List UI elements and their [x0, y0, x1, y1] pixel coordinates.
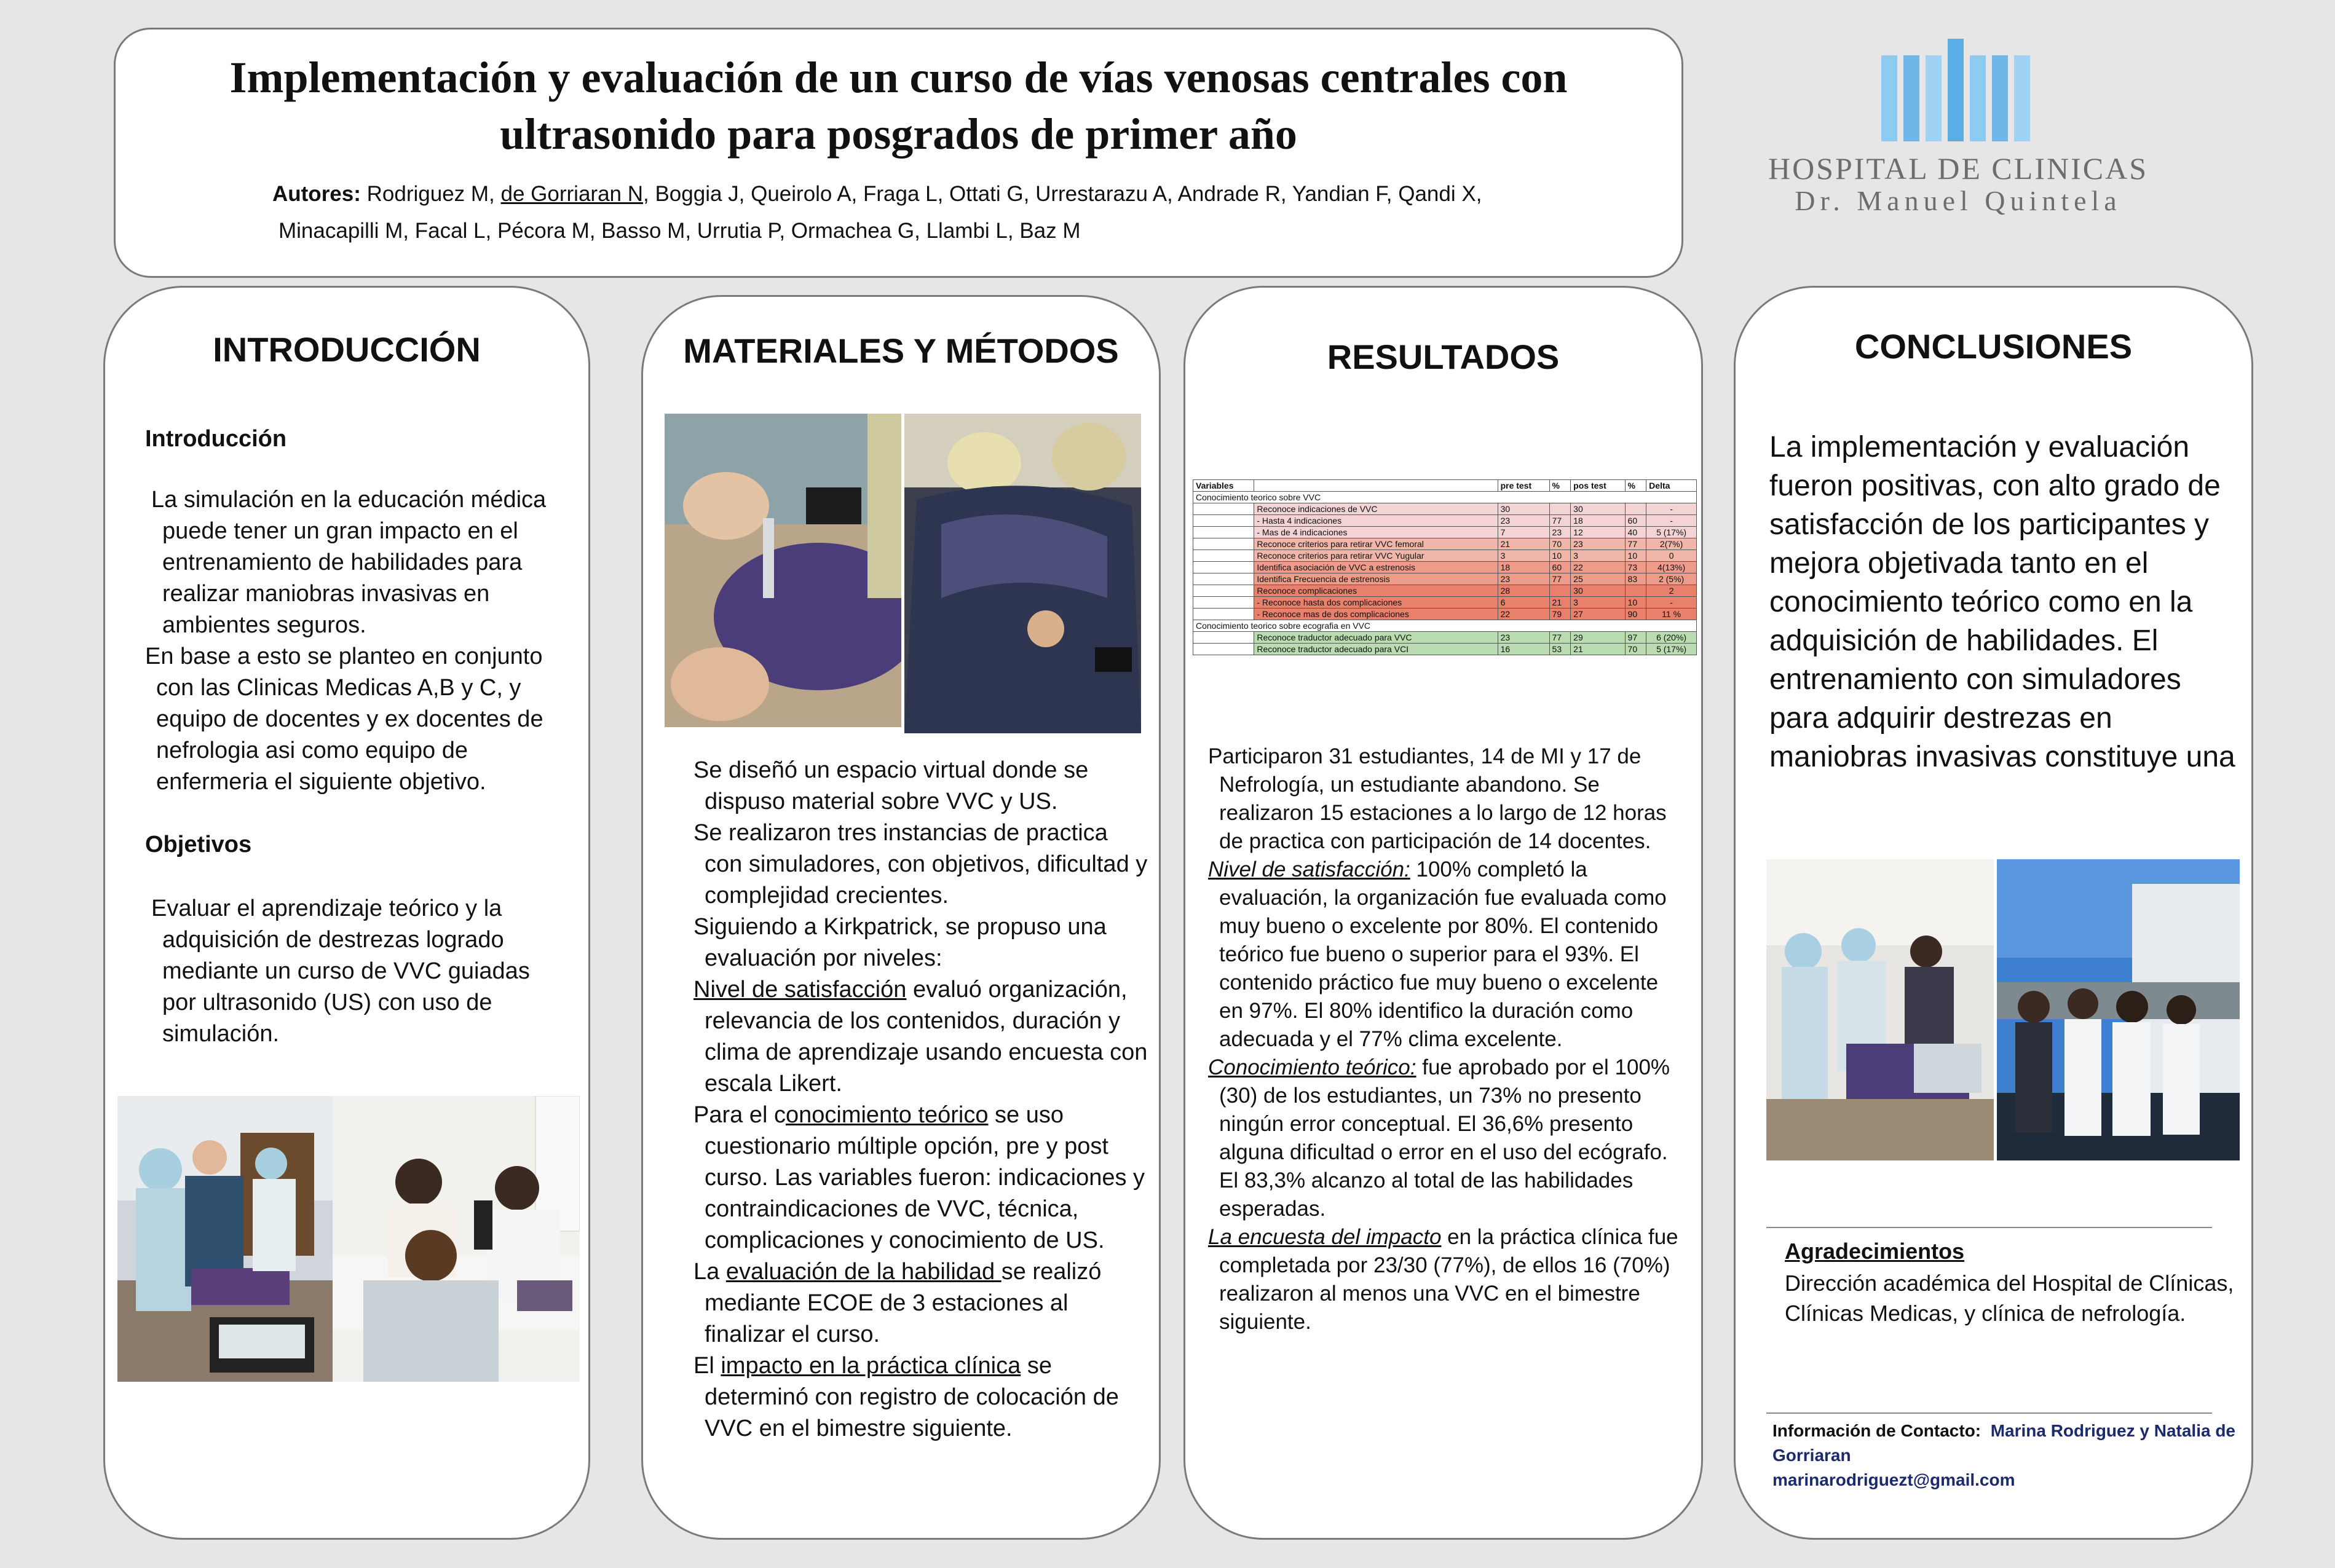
- table-cell-pre: 22: [1498, 609, 1549, 620]
- results-paragraph: [1208, 856, 1688, 1054]
- table-cell-pre-pct: 77: [1549, 573, 1571, 585]
- paragraph-text: en la práctica clínica fue completada por 23/30 (77%), de ellos 16 (70%) realizaron al menos una VVC en el bimestre siguiente.: [1219, 1225, 1678, 1334]
- table-cell-pre: 23: [1498, 573, 1549, 585]
- introduction-subheading: Introducción: [145, 426, 287, 452]
- table-cell-variable: Reconoce complicaciones: [1254, 585, 1498, 597]
- table-cell-delta: 4(13%): [1646, 562, 1697, 573]
- table-cell-variable: Identifica asociación de VVC a estrenosis: [1254, 562, 1498, 573]
- table-cell-post: 21: [1571, 644, 1625, 655]
- table-cell-post-pct: 60: [1625, 515, 1646, 527]
- table-cell-variable: Reconoce indicaciones de VVC: [1254, 503, 1498, 515]
- table-cell-pre: 23: [1498, 632, 1549, 644]
- authors-line-2: Minacapilli M, Facal L, Pécora M, Basso M, Urrutia P, Ormachea G, Llambi L, Baz M: [279, 219, 1081, 243]
- methods-panel: [641, 295, 1161, 1540]
- table-group-label: Conocimiento teorico sobre ecografia en VVC: [1193, 620, 1697, 632]
- results-paragraph: Participaron 31 estudiantes, 14 de MI y 17 de Nefrología, un estudiante abandono. Se realizaron 15 estaciones a lo largo de 12 horas de practica con participación de 14 docentes.: [1208, 744, 1667, 853]
- methods-paragraph: Se diseñó un espacio virtual donde se dispuso material sobre VVC y US.: [693, 757, 1089, 814]
- table-cell-post: 25: [1571, 573, 1625, 585]
- table-cell: [1193, 550, 1254, 562]
- objectives-text: [151, 893, 569, 1050]
- table-cell-post-pct: 10: [1625, 550, 1646, 562]
- methods-paragraph: [693, 1350, 1152, 1444]
- paragraph-text: se realizó mediante ECOE de 3 estaciones al finalizar el curso.: [705, 1259, 1102, 1347]
- table-cell-delta: 0: [1646, 550, 1697, 562]
- table-cell-post-pct: 90: [1625, 609, 1646, 620]
- table-cell-variable: Identifica Frecuencia de estrenosis: [1254, 573, 1498, 585]
- table-cell-variable: - Reconoce hasta dos complicaciones: [1254, 597, 1498, 609]
- objectives-subheading: Objetivos: [145, 832, 252, 857]
- poster-title: [140, 49, 1657, 162]
- results-heading: RESULTADOS: [1327, 337, 1560, 376]
- table-cell-pre: 23: [1498, 515, 1549, 527]
- table-row: [1193, 538, 1697, 550]
- table-row: [1193, 585, 1697, 597]
- results-text: [1208, 743, 1688, 1336]
- table-cell: [1193, 632, 1254, 644]
- acknowledgements-title: Agradecimientos: [1785, 1239, 1965, 1264]
- table-cell: [1193, 644, 1254, 655]
- table-cell-delta: 5 (17%): [1646, 527, 1697, 538]
- table-cell: [1193, 527, 1254, 538]
- table-cell-pre-pct: 10: [1549, 550, 1571, 562]
- table-cell-pre: 6: [1498, 597, 1549, 609]
- table-cell-post-pct: 10: [1625, 597, 1646, 609]
- table-cell-post-pct: 73: [1625, 562, 1646, 573]
- table-cell-post: 12: [1571, 527, 1625, 538]
- table-cell-post-pct: 83: [1625, 573, 1646, 585]
- methods-paragraph: [693, 1256, 1152, 1350]
- introduction-heading: INTRODUCCIÓN: [213, 330, 481, 369]
- divider: [1766, 1227, 2212, 1228]
- table-cell-pre-pct: [1549, 585, 1571, 597]
- table-cell-pre-pct: [1549, 503, 1571, 515]
- table-cell: [1193, 597, 1254, 609]
- table-cell-pre: 16: [1498, 644, 1549, 655]
- impact-label: La encuesta del impacto: [1208, 1225, 1442, 1249]
- table-cell-pre-pct: 77: [1549, 632, 1571, 644]
- table-cell: [1193, 538, 1254, 550]
- table-cell-pre-pct: 60: [1549, 562, 1571, 573]
- table-cell-delta: -: [1646, 597, 1697, 609]
- results-table: [1193, 479, 1697, 655]
- table-cell-variable: - Hasta 4 indicaciones: [1254, 515, 1498, 527]
- table-cell: [1193, 609, 1254, 620]
- table-cell-pre-pct: 77: [1549, 515, 1571, 527]
- columns-icon: [1758, 34, 2158, 151]
- methods-paragraph: [693, 1100, 1152, 1256]
- table-group-row: [1193, 620, 1697, 632]
- knowledge-term: onocimiento teórico: [785, 1102, 989, 1128]
- table-cell-post: 22: [1571, 562, 1625, 573]
- table-cell: [1193, 503, 1254, 515]
- paragraph-text: se determinó con registro de colocación de VVC en el bimestre siguiente.: [705, 1353, 1119, 1441]
- acknowledgements-text: Dirección académica del Hospital de Clínicas, Clínicas Medicas, y clínica de nefrología.: [1785, 1271, 2234, 1326]
- table-cell-post-pct: 70: [1625, 644, 1646, 655]
- table-group-label: Conocimiento teorico sobre VVC: [1193, 492, 1697, 503]
- knowledge-label: Conocimiento teórico:: [1208, 1055, 1416, 1079]
- table-group-row: [1193, 492, 1697, 503]
- hospital-logo: [1758, 34, 2158, 216]
- table-row: [1193, 515, 1697, 527]
- intro-paragraph: En base a esto se planteo en conjunto con las Clinicas Medicas A,B y C, y equipo de docentes y ex docentes de nefrologia asi como equipo de enfermeria el siguiente objetivo.: [145, 644, 543, 795]
- table-cell-post: 27: [1571, 609, 1625, 620]
- table-cell-pre-pct: 21: [1549, 597, 1571, 609]
- table-cell-post-pct: 97: [1625, 632, 1646, 644]
- methods-paragraph: [693, 974, 1152, 1100]
- table-cell-post: 3: [1571, 597, 1625, 609]
- table-cell-post: 30: [1571, 503, 1625, 515]
- table-header-cell: %: [1549, 480, 1571, 492]
- simulation-photo: [333, 1096, 580, 1382]
- table-cell: [1193, 573, 1254, 585]
- skill-term: evaluación de la habilidad: [725, 1259, 1002, 1285]
- table-header-cell: pos test: [1571, 480, 1625, 492]
- table-cell-pre: 21: [1498, 538, 1549, 550]
- table-cell-post: 23: [1571, 538, 1625, 550]
- conclusions-panel: [1734, 286, 2253, 1540]
- authors-text: , Boggia J, Queirolo A, Fraga L, Ottati G, Urrestarazu A, Andrade R, Yandian F, Qandi X,: [643, 182, 1482, 206]
- presenting-author: de Gorriaran N: [500, 182, 643, 206]
- methods-heading: MATERIALES Y MÉTODOS: [683, 331, 1119, 370]
- table-row: [1193, 503, 1697, 515]
- table-row: [1193, 609, 1697, 620]
- table-cell-pre: 30: [1498, 503, 1549, 515]
- table-header-cell: Variables: [1193, 480, 1254, 492]
- simulator-photo-2: [904, 414, 1141, 733]
- table-cell-delta: 5 (17%): [1646, 644, 1697, 655]
- table-cell-pre: 28: [1498, 585, 1549, 597]
- table-cell-delta: 11 %: [1646, 609, 1697, 620]
- paragraph-text: 100% completó la evaluación, la organización fue evaluada como muy bueno o excelente por 80%. El contenido teórico fue bueno o superior para el 93%. El contenido práctico fue muy bueno o excelente en 97%. El 80% identifico la duración como adecuada y el 77% clima excelente.: [1219, 857, 1667, 1051]
- table-cell-variable: - Mas de 4 indicaciones: [1254, 527, 1498, 538]
- authors-label: Autores:: [272, 182, 361, 206]
- table-cell-post: 3: [1571, 550, 1625, 562]
- satisfaction-label: Nivel de satisfacción:: [1208, 857, 1410, 881]
- table-cell-variable: - Reconoce mas de dos complicaciones: [1254, 609, 1498, 620]
- table-cell-post: 29: [1571, 632, 1625, 644]
- table-row: [1193, 573, 1697, 585]
- table-cell-variable: Reconoce traductor adecuado para VVC: [1254, 632, 1498, 644]
- results-panel: [1183, 286, 1703, 1540]
- table-cell-post-pct: 77: [1625, 538, 1646, 550]
- conclusions-heading: CONCLUSIONES: [1854, 327, 2133, 366]
- methods-text: [693, 755, 1152, 1444]
- table-row: [1193, 632, 1697, 644]
- table-cell-delta: 2: [1646, 585, 1697, 597]
- table-header-cell: pre test: [1498, 480, 1549, 492]
- contact-email[interactable]: marinarodriguezt@gmail.com: [1772, 1470, 2015, 1489]
- methods-paragraph: Se realizaron tres instancias de practica con simuladores, con objetivos, dificultad y complejidad crecientes.: [693, 820, 1148, 908]
- table-row: [1193, 562, 1697, 573]
- introduction-text: [145, 484, 569, 798]
- contact-names: Marina Rodriguez y Natalia de Gorriaran: [1772, 1421, 2236, 1465]
- paragraph-text: Para el c: [693, 1102, 786, 1128]
- intro-paragraph: La simulación en la educación médica puede tener un gran impacto en el entrenamiento de habilidades para realizar maniobras invasivas en ambientes seguros.: [151, 487, 547, 638]
- results-paragraph: [1208, 1223, 1688, 1336]
- divider: [1766, 1412, 2212, 1414]
- table-cell-post-pct: [1625, 503, 1646, 515]
- paragraph-text: fue aprobado por el 100% (30) de los estudiantes, un 73% no presento ningún error conceptual. El 36,6% presento alguna dificultad o error en el uso del ecógrafo. El 83,3% alcanzo al total de las habilidades esperadas.: [1219, 1055, 1670, 1221]
- logo-text-2: Dr. Manuel Quintela: [1795, 185, 2122, 216]
- table-cell-variable: Reconoce criterios para retirar VVC femoral: [1254, 538, 1498, 550]
- introduction-panel: [103, 286, 590, 1540]
- objectives-paragraph: Evaluar el aprendizaje teórico y la adquisición de destrezas logrado mediante un curso de VVC guiadas por ultrasonido (US) con uso de simulación.: [151, 896, 530, 1047]
- conclusions-text: La implementación y evaluación fueron positivas, con alto grado de satisfacción de los participantes y mejora objetivada tanto en el conocimiento teórico como en la adquisición de habilidades. El entrenamiento con simuladores para adquirir destrezas en maniobras invasivas constituye una: [1769, 431, 2235, 773]
- table-cell-variable: Reconoce traductor adecuado para VCI: [1254, 644, 1498, 655]
- authors-text: Rodriguez M,: [366, 182, 501, 206]
- table-cell: [1193, 585, 1254, 597]
- table-header-cell: Delta: [1646, 480, 1697, 492]
- table-cell-post-pct: 40: [1625, 527, 1646, 538]
- logo-text-1: HOSPITAL DE CLINICAS: [1768, 151, 2149, 186]
- team-photo-lab: [1766, 859, 1994, 1160]
- table-cell-pre: 7: [1498, 527, 1549, 538]
- methods-paragraph: Siguiendo a Kirkpatrick, se propuso una evaluación por niveles:: [693, 914, 1107, 971]
- title-banner: [114, 28, 1683, 278]
- table-cell-pre: 18: [1498, 562, 1549, 573]
- table-cell-post-pct: [1625, 585, 1646, 597]
- table-cell-pre: 3: [1498, 550, 1549, 562]
- table-cell-pre-pct: 70: [1549, 538, 1571, 550]
- table-header-row: [1193, 480, 1697, 492]
- contact-label: Información de Contacto:: [1772, 1421, 1981, 1440]
- impact-term: impacto en la práctica clínica: [721, 1353, 1021, 1379]
- table-row: [1193, 550, 1697, 562]
- paragraph-text: La: [693, 1259, 726, 1285]
- table-cell-variable: Reconoce criterios para retirar VVC Yugular: [1254, 550, 1498, 562]
- table-cell-delta: 2 (5%): [1646, 573, 1697, 585]
- table-cell-pre-pct: 53: [1549, 644, 1571, 655]
- table-row: [1193, 597, 1697, 609]
- table-cell-delta: 2(7%): [1646, 538, 1697, 550]
- title-line-1: Implementación y evaluación de un curso de vías venosas centrales con: [229, 53, 1568, 102]
- results-paragraph: [1208, 1054, 1688, 1223]
- contact-info: [1772, 1419, 2240, 1492]
- table-row: [1193, 527, 1697, 538]
- paragraph-text: se uso cuestionario múltiple opción, pre y post curso. Las variables fueron: indicaciones y contraindicaciones de VVC, técnica, complicaciones y conocimiento de US.: [705, 1102, 1145, 1253]
- simulator-photo-1: [665, 414, 901, 727]
- table-cell-delta: 6 (20%): [1646, 632, 1697, 644]
- table-cell: [1193, 562, 1254, 573]
- authors: [272, 176, 1656, 250]
- training-photo: [117, 1096, 333, 1382]
- table-row: [1193, 644, 1697, 655]
- team-photo-outdoor: [1997, 859, 2240, 1160]
- table-cell: [1193, 515, 1254, 527]
- table-cell-pre-pct: 23: [1549, 527, 1571, 538]
- paragraph-text: evaluó organización, relevancia de los contenidos, duración y clima de aprendizaje usando encuesta con escala Likert.: [705, 977, 1148, 1097]
- table-cell-post: 30: [1571, 585, 1625, 597]
- table-cell-delta: -: [1646, 503, 1697, 515]
- satisfaction-term: Nivel de satisfacción: [693, 977, 907, 1003]
- title-line-2: ultrasonido para posgrados de primer año: [500, 109, 1297, 159]
- paragraph-text: El: [693, 1353, 721, 1379]
- table-cell-pre-pct: 79: [1549, 609, 1571, 620]
- table-cell-post: 18: [1571, 515, 1625, 527]
- table-header-cell: %: [1625, 480, 1646, 492]
- table-cell-delta: -: [1646, 515, 1697, 527]
- table-header-cell: [1254, 480, 1498, 492]
